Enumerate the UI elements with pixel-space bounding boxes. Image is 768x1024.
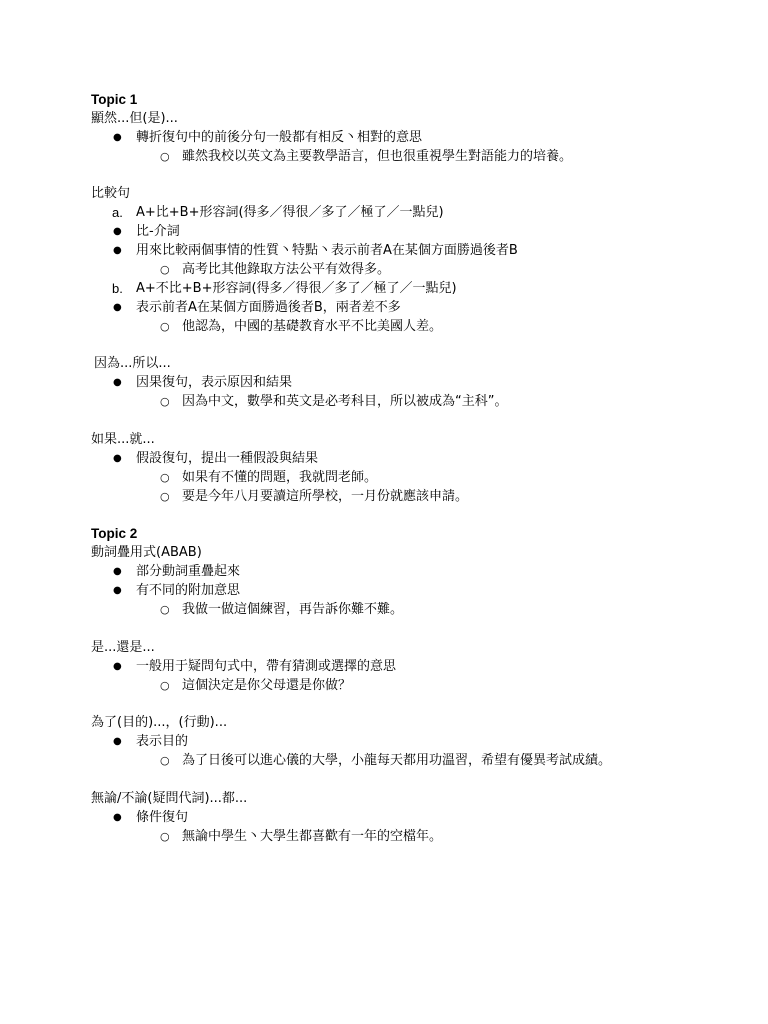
bullet-item <box>91 450 751 469</box>
bullet-text: 因果復句，表示原因和結果 <box>136 375 293 391</box>
section-heading: 顯然...但(是)... <box>91 110 178 126</box>
example-text: 為了日後可以進心儀的大學，小龍每天都用功溫習，希望有優異考試成績。 <box>182 753 612 769</box>
example-text: 因為中文，數學和英文是必考科目，所以被成為“主科”。 <box>182 394 508 410</box>
bullet-icon: ● <box>113 131 122 143</box>
lettered-item <box>91 204 751 223</box>
bullet-item <box>91 582 751 601</box>
example-item <box>91 828 751 847</box>
section-heading: 無論/不論(疑問代詞)...都... <box>91 790 248 806</box>
circle-bullet-icon: ○ <box>160 149 170 163</box>
circle-bullet-icon: ○ <box>160 754 170 768</box>
bullet-icon: ● <box>113 377 122 389</box>
example-item <box>91 261 751 280</box>
section-heading: 為了(目的)...，(行動)... <box>91 715 228 731</box>
bullet-icon: ● <box>113 811 122 823</box>
example-text: 無論中學生丶大學生都喜歡有一年的空檔年。 <box>182 828 443 844</box>
circle-bullet-icon: ○ <box>160 829 170 843</box>
bullet-icon: ● <box>113 452 122 464</box>
section-spacer <box>91 696 751 715</box>
bullet-text: 比-介詞 <box>136 224 180 240</box>
bullet-item <box>91 809 751 828</box>
section-heading: 比較句 <box>91 186 131 202</box>
section-spacer <box>91 771 751 790</box>
circle-bullet-icon: ○ <box>160 603 170 617</box>
section-spacer <box>91 620 751 639</box>
example-text: 雖然我校以英文為主要教學語言，但也很重視學生對語能力的培養。 <box>182 148 573 164</box>
example-item <box>91 393 751 412</box>
section-spacer <box>91 507 751 526</box>
bullet-icon: ● <box>113 301 122 313</box>
bullet-text: 表示前者A在某個方面勝過後者B，兩者差不多 <box>136 299 401 315</box>
bullet-icon: ● <box>113 226 122 238</box>
bullet-item <box>91 563 751 582</box>
bullet-icon: ● <box>113 245 122 257</box>
bullet-text: 轉折復句中的前後分句一般都有相反丶相對的意思 <box>136 129 423 145</box>
bullet-text: 假設復句，提出一種假設與結果 <box>136 450 319 466</box>
example-item <box>91 148 751 167</box>
bullet-text: 表示目的 <box>136 734 189 750</box>
circle-bullet-icon: ○ <box>160 489 170 503</box>
bullet-item <box>91 733 751 752</box>
bullet-item <box>91 658 751 677</box>
example-text: 他認為，中國的基礎教育水平不比美國人差。 <box>182 318 443 334</box>
bullet-item <box>91 299 751 318</box>
list-letter: b. <box>112 280 123 296</box>
lettered-text: A+不比+B+形容詞(得多／得很／多了／極了／一點兒) <box>136 280 457 296</box>
example-item <box>91 601 751 620</box>
section-heading: 如果...就... <box>91 432 155 448</box>
bullet-text: 一般用于疑問句式中，帶有猜測或選擇的意思 <box>136 658 397 674</box>
bullet-text: 條件復句 <box>136 809 189 825</box>
lettered-item <box>91 280 751 299</box>
example-item <box>91 752 751 771</box>
section-spacer <box>91 337 751 356</box>
circle-bullet-icon: ○ <box>160 395 170 409</box>
circle-bullet-icon: ○ <box>160 319 170 333</box>
example-text: 如果有不懂的問題，我就問老師。 <box>182 469 378 485</box>
section-spacer <box>91 412 751 431</box>
example-text: 這個決定是你父母還是你做？ <box>182 677 352 693</box>
section-heading: 因為...所以... <box>94 356 171 372</box>
bullet-icon: ● <box>113 566 122 578</box>
example-text: 我做一做這個練習，再告訴你難不難。 <box>182 602 404 618</box>
example-text: 高考比其他錄取方法公平有效得多。 <box>182 262 391 278</box>
example-item <box>91 469 751 488</box>
bullet-item <box>91 223 751 242</box>
bullet-icon: ● <box>113 660 122 672</box>
bullet-icon: ● <box>113 736 122 748</box>
topic-title: Topic 2 <box>91 526 138 542</box>
bullet-text: 用來比較兩個事情的性質丶特點丶表示前者A在某個方面勝過後者B <box>136 243 518 259</box>
bullet-item <box>91 129 751 148</box>
circle-bullet-icon: ○ <box>160 263 170 277</box>
example-item <box>91 677 751 696</box>
topic-title: Topic 1 <box>91 92 138 107</box>
bullet-text: 有不同的附加意思 <box>136 583 241 599</box>
circle-bullet-icon: ○ <box>160 470 170 484</box>
bullet-item <box>91 374 751 393</box>
bullet-icon: ● <box>113 585 122 597</box>
example-item <box>91 488 751 507</box>
document-body <box>91 91 751 847</box>
bullet-item <box>91 242 751 261</box>
example-text: 要是今年八月要讀這所學校，一月份就應該申請。 <box>182 488 469 504</box>
section-spacer <box>91 167 751 186</box>
section-heading: 是...還是... <box>91 639 155 655</box>
circle-bullet-icon: ○ <box>160 678 170 692</box>
lettered-text: A+比+B+形容詞(得多／得很／多了／極了／一點兒) <box>136 205 444 221</box>
section-heading: 動詞疊用式(ABAB) <box>91 545 202 561</box>
example-item <box>91 318 751 337</box>
bullet-text: 部分動詞重疊起來 <box>136 564 241 580</box>
list-letter: a. <box>112 205 123 221</box>
